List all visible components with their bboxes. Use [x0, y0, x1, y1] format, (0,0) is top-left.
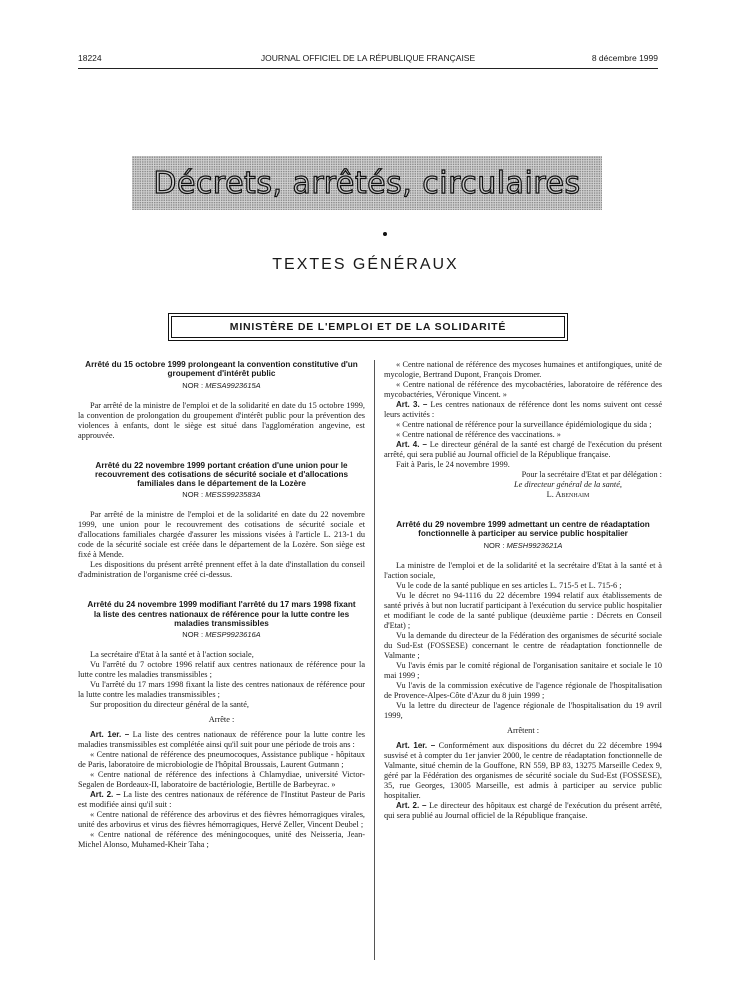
- article-2: Art. 2. – La liste des centres nationaux de référence de l'Institut Pasteur de Paris est modifiée ainsi qu'il suit :: [78, 790, 366, 810]
- page-number: 18224: [78, 53, 102, 63]
- article-title: Arrêté du 24 novembre 1999 modifiant l'arrêté du 17 mars 1998 fixant la liste des centres nationaux de référence pour la lutte contre les maladies transmissibles: [87, 600, 356, 629]
- nor-reference: NOR : MESS9923583A: [182, 490, 261, 500]
- article-title: Arrêté du 15 octobre 1999 prolongeant la convention constitutive d'un groupement d'intérêt public: [85, 360, 358, 379]
- quote: « Centre national de référence des mycobactéries, laboratoire de référence des mycobactéries, Véronique Vincent. »: [384, 380, 662, 399]
- article-title: Arrêté du 22 novembre 1999 portant création d'une union pour le recouvrement des cotisations de sécurité sociale et d'allocations familiales dans le département de la Lozère: [94, 460, 349, 489]
- paragraph: Vu l'arrêté du 17 mars 1998 fixant la liste des centres nationaux de référence pour la lutte contre les maladies transmissibles ;: [78, 680, 365, 700]
- paragraph: Par arrêté de la ministre de l'emploi et de la solidarité en date du 15 octobre 1999, la convention de prolongation du groupement d'intérêt public pour la prévention des violences à enfants, dont le siège est situé dans l'agglomération angevine, est approuvée.: [78, 400, 365, 440]
- paragraph: Les dispositions du présent arrêté prennent effet à la date d'installation du conseil d'administration de l'organisme créé ci-dessus.: [78, 560, 365, 580]
- quote: « Centre national de référence des infections à Chlamydiae, université Victor-Segalen de Bordeaux-II, laboratoire de bactériologie, Bertille de Barbeyrac. »: [78, 770, 365, 790]
- article-1: Art. 1er. – Conformément aux dispositions du décret du 22 décembre 1994 susvisé et à compter du 1er janvier 2000, le centre de réadaptation fonctionnelle de Valmante, situé chemin de la Gouffone, RN 559, BP 83, 13275 Marseille Cedex 9, géré par la Fédération des organismes de sécurité sociale du Sud-Est (FOSSESE), 35, rue Georges, 13005 Marseille, est admis à participer au service public hospitalier.: [384, 740, 663, 800]
- page-header: [78, 53, 658, 67]
- article-1: Art. 1er. – La liste des centres nationaux de référence pour la lutte contre les maladies transmissibles est complétée ainsi qu'il suit pour une période de trois ans :: [78, 730, 366, 750]
- left-column: [78, 360, 365, 850]
- signature-title: Le directeur général de la santé,: [514, 480, 622, 489]
- publication-date: 8 décembre 1999: [591, 53, 658, 63]
- paragraph: Vu le décret no 94-1116 du 22 décembre 1994 relatif aux établissements de santé privés à but non lucratif participant à l'exécution du service public hospitalier et modifiant le code de la santé publique (deuxième partie : Décrets en Conseil d'Etat) ;: [384, 590, 662, 630]
- banner-title: Décrets, arrêtés, circulaires: [153, 165, 581, 201]
- nor-reference: NOR : MESP9923616A: [182, 630, 261, 640]
- paragraph: Par arrêté de la ministre de l'emploi et de la solidarité en date du 22 novembre 1999, une union pour le recouvrement des cotisations de sécurité sociale et d'allocations familiales chargée d'assurer les missions visées à l'article L. 213-1 du code de la sécurité sociale est créée dans le département de la Lozère. Son siège est fixé à Mende.: [78, 510, 365, 560]
- quote: « Centre national de référence des vaccinations. »: [396, 430, 561, 439]
- header-rule: [78, 68, 658, 69]
- quote: « Centre national de référence des mycoses humaines et antifongiques, unité de mycologie, Bertrand Dupont, François Dromer.: [384, 360, 662, 379]
- paragraph: Vu la demande du directeur de la Fédération des organismes de sécurité sociale du Sud-Est (FOSSESE) concernant le centre de réadaptation fonctionnelle de Valmante ;: [384, 630, 662, 660]
- section-heading: TEXTES GÉNÉRAUX: [272, 256, 459, 273]
- article-3: Art. 3. – Les centres nationaux de référence dont les noms suivent ont cessé leurs activités :: [384, 400, 663, 419]
- paragraph: La secrétaire d'Etat à la santé et à l'action sociale,: [90, 650, 254, 660]
- quote: « Centre national de référence des arbovirus et des fièvres hémorragiques virales, unité des arbovirus et virus des fièvres hémorragiques, Hervé Zeller, Vincent Deubel ;: [78, 810, 365, 830]
- paragraph: Sur proposition du directeur général de la santé,: [90, 700, 249, 710]
- paragraph: Vu l'avis émis par le comité régional de l'organisation sanitaire et sociale le 10 mai 1999 ;: [384, 660, 662, 680]
- article-2: Art. 2. – Le directeur des hôpitaux est chargé de l'exécution du présent arrêté, qui sera publié au Journal officiel de la République française.: [384, 800, 663, 820]
- paragraph: Vu l'arrêté du 7 octobre 1996 relatif aux centres nationaux de référence pour la lutte contre les maladies transmissibles ;: [78, 660, 365, 680]
- paragraph: Vu l'avis de la commission exécutive de l'agence régionale de l'hospitalisation de Provence-Alpes-Côte d'Azur du 8 juin 1999 ;: [384, 680, 662, 700]
- paragraph: Vu le code de la santé publique en ses articles L. 715-5 et L. 715-6 ;: [396, 580, 622, 590]
- quote: « Centre national de référence pour la surveillance épidémiologique du sida ;: [396, 420, 652, 429]
- paragraph: Vu la lettre du directeur de l'agence régionale de l'hospitalisation du 19 avril 1999,: [384, 700, 662, 720]
- right-column: [384, 360, 662, 821]
- quote: « Centre national de référence des pneumocoques, Assistance publique - hôpitaux de Paris, laboratoire de microbiologie de l'hôpital Broussais, Laurent Gutmann ;: [78, 750, 365, 770]
- journal-title: JOURNAL OFFICIEL DE LA RÉPUBLIQUE FRANÇAISE: [260, 53, 476, 63]
- paragraph: La ministre de l'emploi et de la solidarité et la secrétaire d'Etat à la santé et à l'action sociale,: [384, 560, 662, 580]
- arrete-line: Arrête :: [208, 715, 235, 725]
- signature-name: L. Abenhaim: [546, 490, 590, 499]
- column-divider: [374, 360, 375, 960]
- article-title: Arrêté du 29 novembre 1999 admettant un centre de réadaptation fonctionnelle à participer au service public hospitalier: [396, 520, 650, 539]
- quote: « Centre national de référence des méningocoques, unité des Neisseria, Jean-Michel Alonso, Muhamed-Kheir Taha ;: [78, 830, 365, 850]
- nor-reference: NOR : MESA9923615A: [182, 380, 261, 390]
- nor-reference: NOR : MESH9923621A: [483, 540, 563, 550]
- signature-line: Pour la secrétaire d'Etat et par délégation :: [521, 470, 662, 479]
- ministry-box: [168, 313, 568, 341]
- arretent-line: Arrêtent :: [506, 725, 540, 735]
- article-4: Art. 4. – Le directeur général de la santé est chargé de l'exécution du présent arrêté, qui sera publié au Journal officiel de la République française.: [384, 440, 662, 459]
- bullet-ornament: [383, 232, 387, 236]
- fait-line: Fait à Paris, le 24 novembre 1999.: [396, 460, 510, 469]
- ministry-title: MINISTÈRE DE L'EMPLOI ET DE LA SOLIDARITÉ: [171, 316, 565, 338]
- section-banner: [132, 156, 602, 210]
